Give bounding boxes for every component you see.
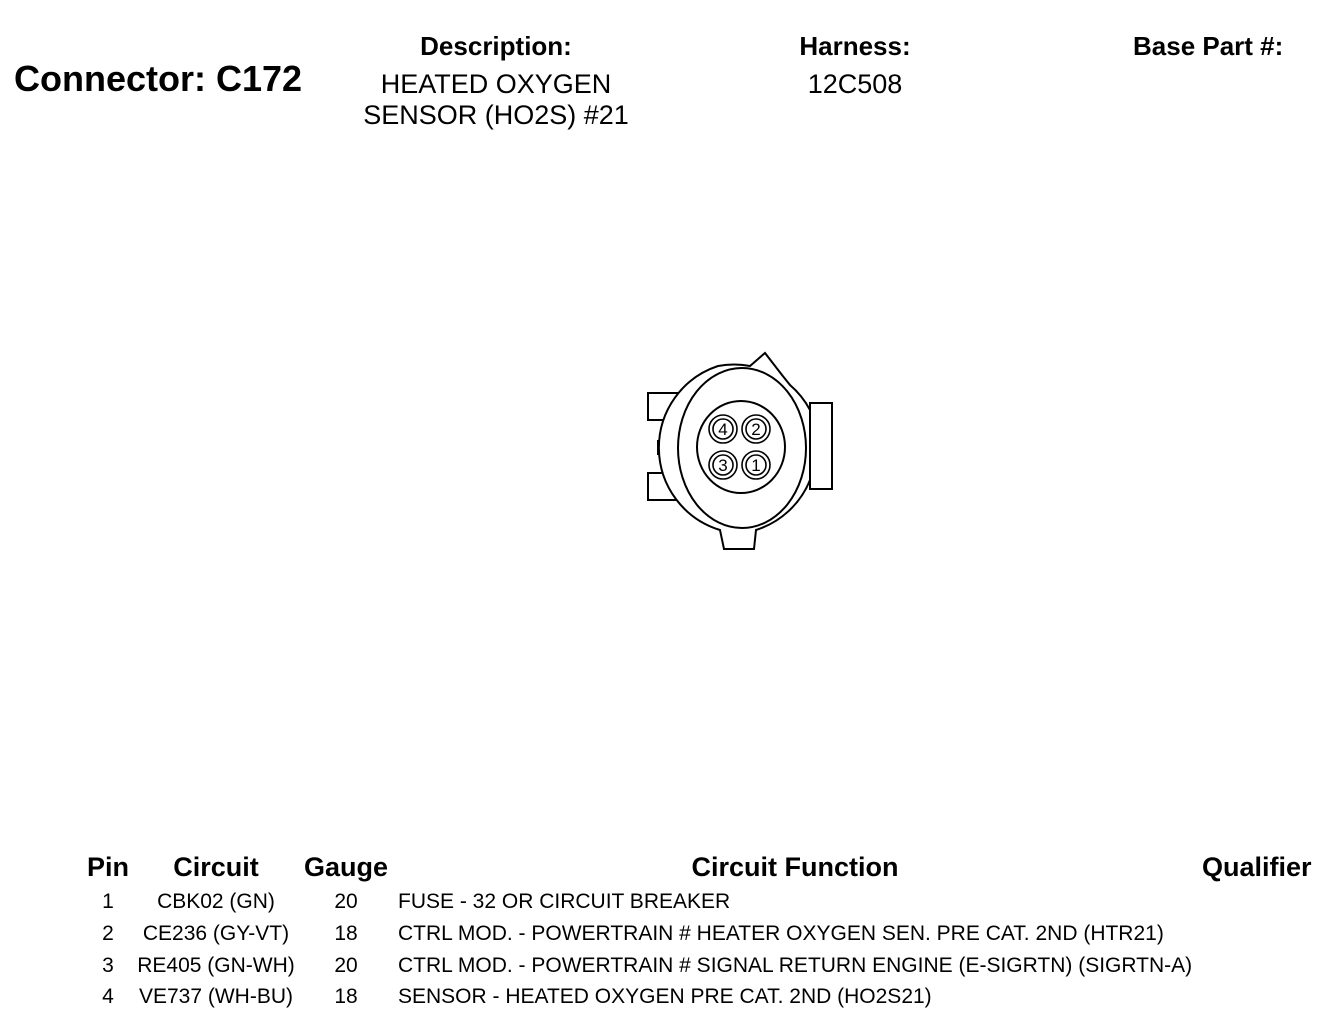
harness-label: Harness: [799, 31, 911, 61]
row-pin: 3 [102, 954, 114, 977]
connector-side-tab [810, 403, 832, 489]
col-header-qualifier: Qualifier [1202, 852, 1312, 882]
connector-pin-field [697, 401, 785, 493]
base-part-label: Base Part #: [1133, 31, 1284, 61]
row-pin: 2 [102, 922, 114, 945]
pin-3-label: 3 [718, 456, 728, 475]
col-header-pin: Pin [86, 852, 129, 882]
row-circuit: CBK02 (GN) [157, 890, 275, 913]
harness-value: 12C508 [807, 69, 903, 99]
row-gauge: 20 [334, 954, 358, 977]
row-circuit: CE236 (GY-VT) [142, 922, 290, 945]
description-line-2: SENSOR (HO2S) #21 [363, 100, 629, 130]
row-gauge: 18 [334, 985, 358, 1008]
row-pin: 1 [102, 890, 114, 913]
row-function: CTRL MOD. - POWERTRAIN # SIGNAL RETURN ENGINE (E-SIGRTN) (SIGRTN-A) [398, 954, 1193, 977]
pin-4-label: 4 [718, 420, 728, 439]
col-header-function: Circuit Function [691, 852, 899, 882]
row-circuit: RE405 (GN-WH) [137, 954, 295, 977]
row-function: CTRL MOD. - POWERTRAIN # HEATER OXYGEN SEN. PRE CAT. 2ND (HTR21) [398, 922, 1164, 945]
row-function: FUSE - 32 OR CIRCUIT BREAKER [398, 890, 731, 913]
row-function: SENSOR - HEATED OXYGEN PRE CAT. 2ND (HO2S21) [398, 985, 932, 1008]
row-gauge: 18 [334, 922, 358, 945]
col-header-circuit: Circuit [173, 852, 259, 882]
row-circuit: VE737 (WH-BU) [138, 985, 294, 1008]
pin-1-label: 1 [751, 456, 761, 475]
description-line-1: HEATED OXYGEN [380, 69, 612, 99]
col-header-gauge: Gauge [303, 852, 389, 882]
connector-face-diagram [630, 340, 850, 560]
row-pin: 4 [102, 985, 114, 1008]
description-label: Description: [420, 31, 572, 61]
row-gauge: 20 [334, 890, 358, 913]
connector-title: Connector: C172 [14, 58, 303, 99]
pin-2-label: 2 [751, 420, 761, 439]
